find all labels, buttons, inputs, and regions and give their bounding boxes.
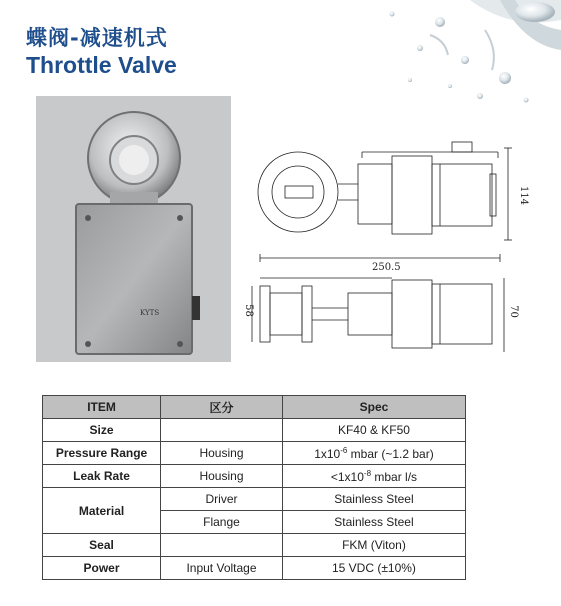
header-spec: Spec <box>282 396 465 419</box>
nameplate-label: KYTS <box>140 309 160 317</box>
row-spec: $1x10^{-6}$ mbar (~1.2 bar) <box>282 442 465 465</box>
dim-height-side: 70 <box>507 305 519 318</box>
row-spec: FKM (Viton) <box>282 534 465 557</box>
table-row <box>43 465 466 488</box>
row-category <box>161 534 283 557</box>
spec-table <box>42 395 466 580</box>
table-row <box>43 534 466 557</box>
table-row <box>43 488 466 511</box>
title-chinese: 蝶阀-减速机式 <box>26 26 168 50</box>
product-photo <box>36 96 231 362</box>
row-item: Pressure Range <box>43 442 161 465</box>
table-row <box>43 419 466 442</box>
row-category: Flange <box>161 511 283 534</box>
row-category <box>161 419 283 442</box>
row-item: Leak Rate <box>43 465 161 488</box>
header-category: 区分 <box>161 396 283 419</box>
row-category: Housing <box>161 442 283 465</box>
row-item: Power <box>43 557 161 580</box>
water-splash-decoration <box>270 0 561 115</box>
dim-height-top: 114 <box>518 185 530 206</box>
row-item: Size <box>43 419 161 442</box>
row-item: Seal <box>43 534 161 557</box>
header-item: ITEM <box>43 396 161 419</box>
row-category: Driver <box>161 488 283 511</box>
table-row <box>43 557 466 580</box>
dim-flange: 58 <box>242 304 254 317</box>
dim-width: 250.5 <box>372 262 401 273</box>
table-header-row <box>43 396 466 419</box>
row-spec: Stainless Steel <box>282 511 465 534</box>
row-spec: 15 VDC (±10%) <box>282 557 465 580</box>
row-category: Input Voltage <box>161 557 283 580</box>
table-row <box>43 442 466 465</box>
row-spec: KF40 & KF50 <box>282 419 465 442</box>
row-spec: $<1x10^{-8}$ mbar l/s <box>282 465 465 488</box>
title-english: Throttle Valve <box>26 52 177 78</box>
row-item: Material <box>43 488 161 534</box>
technical-drawing <box>240 128 555 378</box>
row-spec: Stainless Steel <box>282 488 465 511</box>
row-category: Housing <box>161 465 283 488</box>
